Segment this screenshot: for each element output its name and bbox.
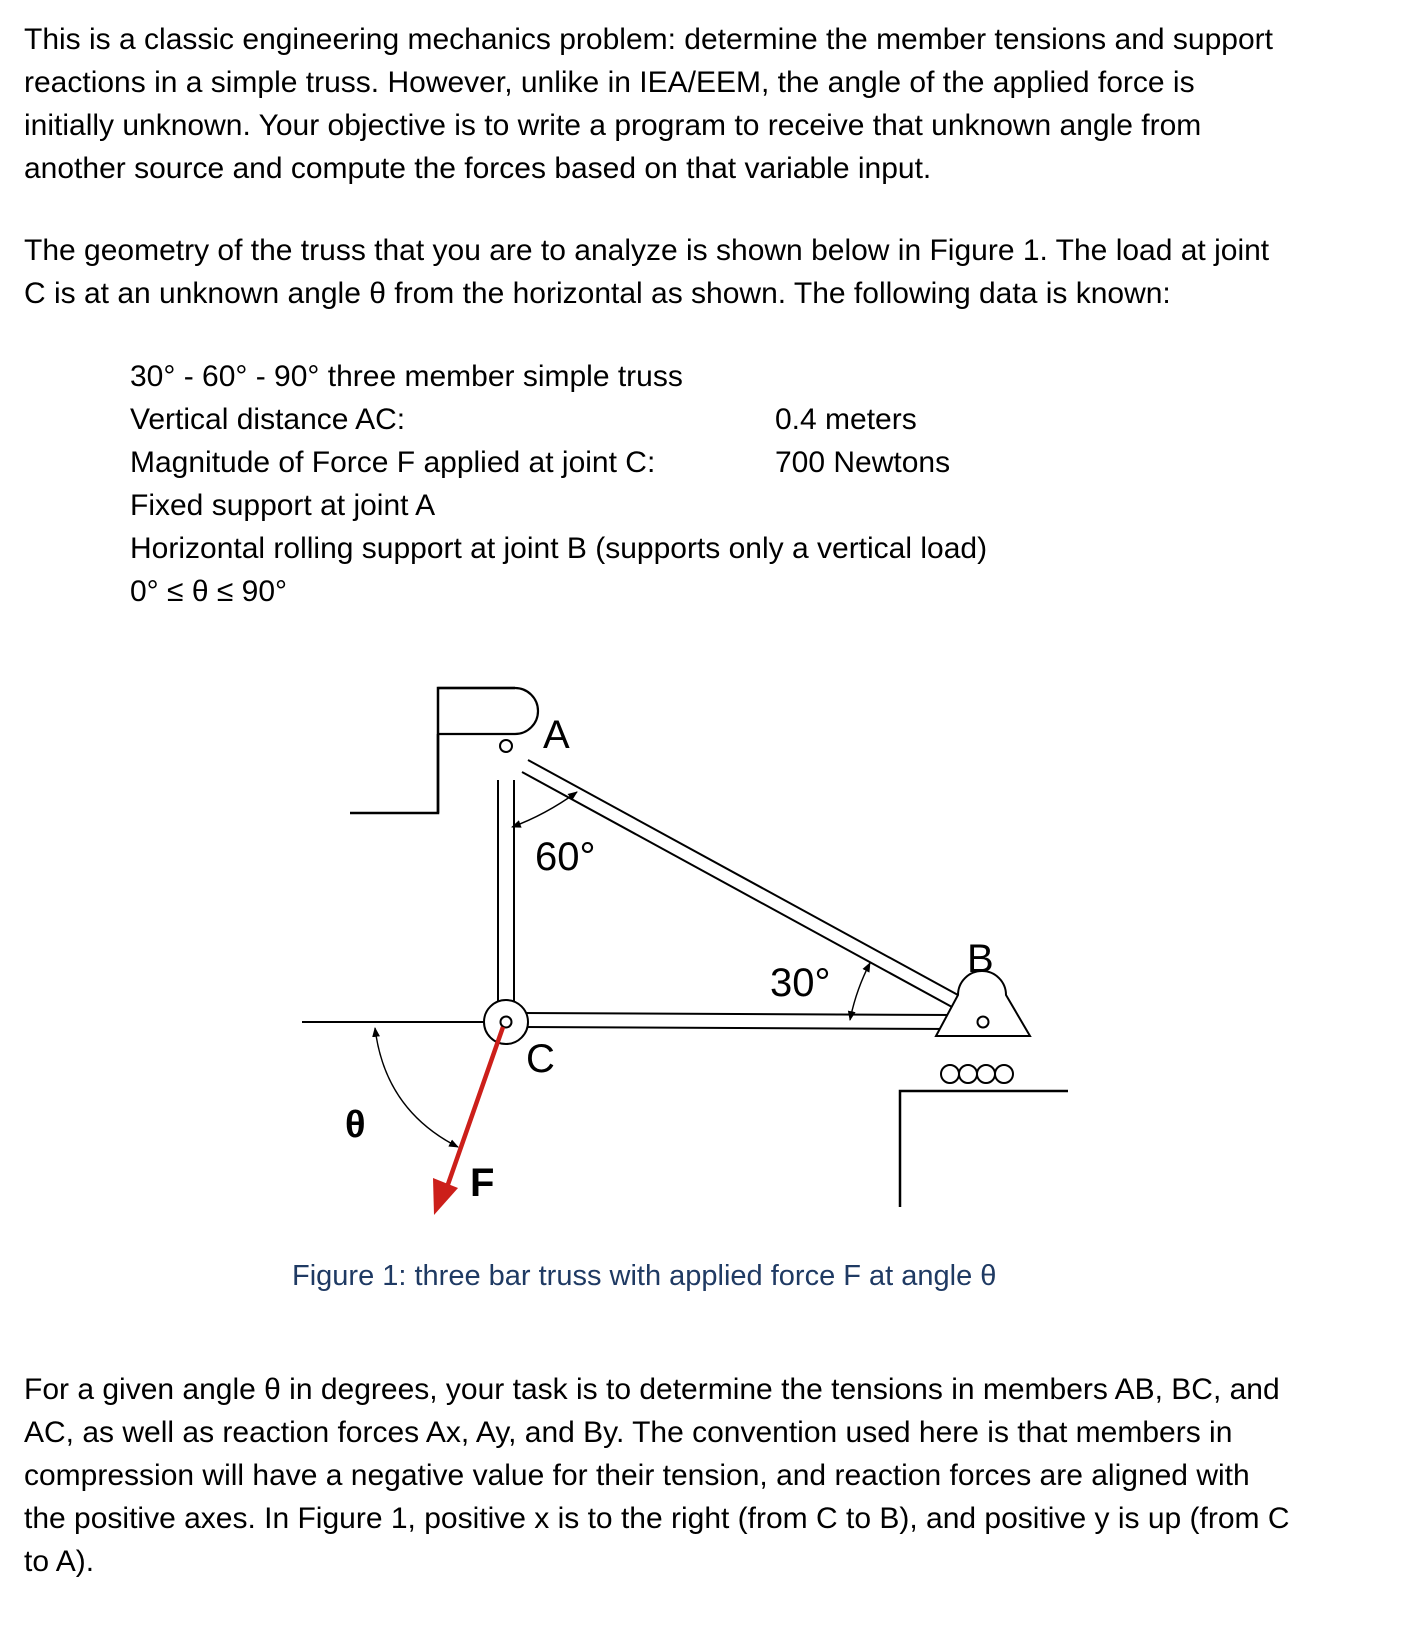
- known-data-label: Magnitude of Force F applied at joint C:: [130, 446, 656, 479]
- angle-label-60: 60°: [535, 835, 596, 879]
- intro-line: initially unknown. Your objective is to write a program to receive that unknown angle from: [24, 109, 1202, 142]
- task-line: compression will have a negative value for their tension, and reaction forces are aligned with: [24, 1459, 1250, 1492]
- intro-paragraph: [24, 18, 1404, 190]
- label-joint-c: C: [526, 1037, 555, 1081]
- pin-a-icon: [500, 740, 512, 752]
- known-data-label: Fixed support at joint A: [130, 489, 436, 522]
- label-joint-b: B: [967, 937, 994, 981]
- pin-b-icon: [978, 1017, 989, 1028]
- label-joint-a: A: [543, 713, 570, 757]
- intro-line: This is a classic engineering mechanics problem: determine the member tensions and support: [24, 23, 1273, 56]
- pin-c-icon: [501, 1017, 512, 1028]
- known-data-row: [130, 355, 1230, 398]
- truss-figure: [290, 650, 1150, 1260]
- geometry-line: C is at an unknown angle θ from the horizontal as shown. The following data is known:: [24, 277, 1171, 310]
- known-data-label: 30° - 60° - 90° three member simple truss: [130, 360, 683, 393]
- intro-line: another source and compute the forces based on that variable input.: [24, 152, 932, 185]
- known-data-row: [130, 441, 1230, 484]
- task-line: the positive axes. In Figure 1, positive x is to the right (from C to B), and positive y is up (from C: [24, 1502, 1290, 1535]
- member-ac: [498, 780, 514, 1005]
- known-data-row: [130, 398, 1230, 441]
- task-line: to A).: [24, 1545, 95, 1578]
- geometry-line: The geometry of the truss that you are to analyze is shown below in Figure 1. The load at joint: [24, 234, 1270, 267]
- label-theta: θ: [345, 1104, 366, 1146]
- roller-icon: [977, 1065, 995, 1083]
- known-data-label: Horizontal rolling support at joint B (supports only a vertical load): [130, 532, 988, 565]
- known-data-value: 700 Newtons: [775, 446, 951, 479]
- roller-icon: [995, 1065, 1013, 1083]
- known-data-value: 0.4 meters: [775, 403, 917, 436]
- known-data-list: [130, 355, 1230, 613]
- known-data-label: Vertical distance AC:: [130, 403, 406, 436]
- geometry-paragraph: [24, 229, 1404, 315]
- member-cb: [522, 1013, 955, 1029]
- task-line: For a given angle θ in degrees, your task is to determine the tensions in members AB, BC, and: [24, 1373, 1280, 1406]
- angle-arc-b: [850, 963, 870, 1020]
- known-data-label: 0° ≤ θ ≤ 90°: [130, 575, 288, 608]
- known-data-row: [130, 484, 1230, 527]
- label-force-f: F: [470, 1161, 495, 1205]
- roller-support-b: [900, 971, 1068, 1207]
- figure-caption: Figure 1: three bar truss with applied force F at angle θ: [292, 1260, 997, 1292]
- roller-icon: [941, 1065, 959, 1083]
- intro-line: reactions in a simple truss. However, unlike in IEA/EEM, the angle of the applied force is: [24, 66, 1195, 99]
- angle-label-30: 30°: [770, 961, 831, 1005]
- task-line: AC, as well as reaction forces Ax, Ay, and By. The convention used here is that members in: [24, 1416, 1233, 1449]
- roller-icon: [959, 1065, 977, 1083]
- known-data-row: [130, 570, 1230, 613]
- known-data-row: [130, 527, 1230, 570]
- truss-diagram: [290, 650, 1150, 1260]
- angle-arc-theta: [375, 1028, 458, 1147]
- member-ab: [522, 760, 958, 1007]
- task-paragraph: [24, 1368, 1404, 1583]
